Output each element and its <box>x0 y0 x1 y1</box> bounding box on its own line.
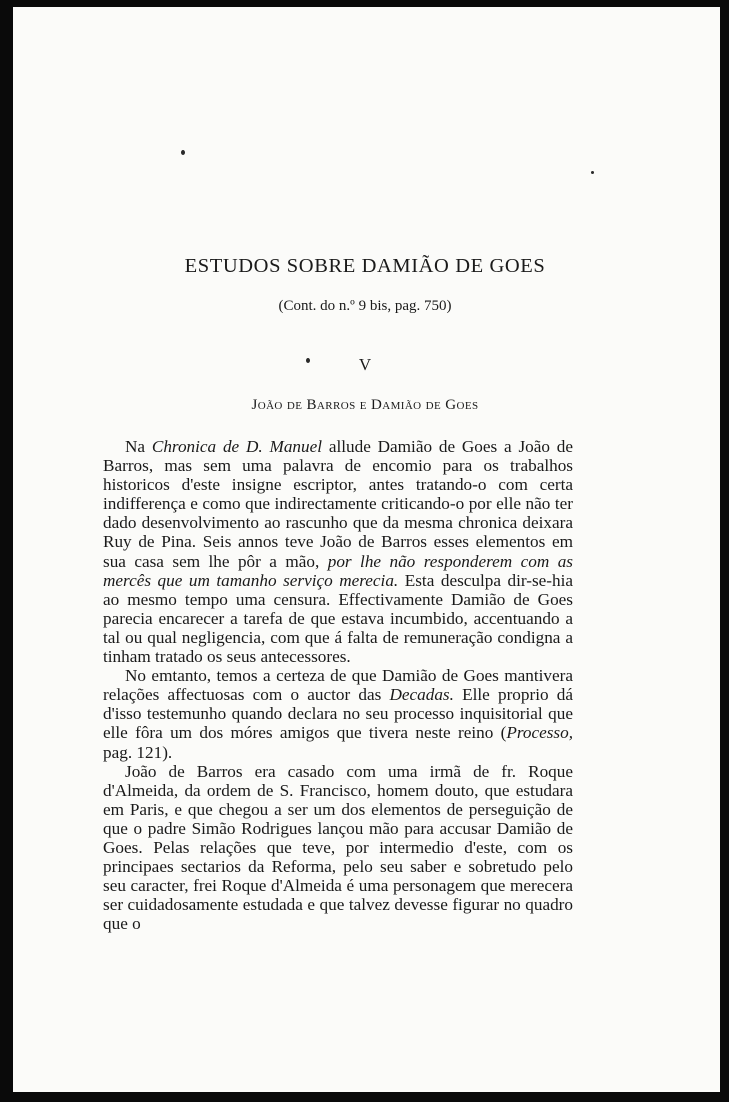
text-run: No emtanto, temos a certeza de que Damião de Goes mantivera relações affectuosas com o auctor das <box>103 666 573 705</box>
section-title: João de Barros e Damião de Goes <box>251 397 479 413</box>
paragraph-3 <box>103 762 573 934</box>
text-run: allude Damião de Goes a João de Barros, mas sem uma palavra de encomio para os trabalhos historicos d'este insigne escriptor, antes tratando-o com certa indifferença e como que indirectamente criticando-o por elle não ter dado desenvolvimento ao rascunho que da mesma chronica deixara Ruy de Pina. Seis annos teve João de Barros esses elementos em sua casa sem lhe pôr a mão, <box>103 437 573 571</box>
text-run: João de Barros era casado com uma irmã de fr. Roque d'Almeida, da ordem de S. Francisco, homem douto, que estudara em Paris, e que chegou a ser um dos elementos de perseguição de que o padre Simão Rodrigues lançou mão para accusar Damião de Goes. Pelas relações que teve, por intermedio d'este, com os principaes sectarios da Reforma, pelo seu saber e sobretudo pelo seu caracter, frei Roque d'Almeida é uma personagem que merecera ser cuidadosamente estudada e que talvez devesse figurar no quadro que o <box>103 761 573 934</box>
text-run-italic: Decadas. <box>389 685 454 705</box>
ink-speck <box>181 150 185 155</box>
text-run: pag. 121). <box>103 742 173 762</box>
text-run-italic: por lhe não responderem com as mercês que um tamanho serviço merecia. <box>103 551 573 590</box>
text-run: Na <box>125 437 152 456</box>
article-title: ESTUDOS SOBRE DAMIÃO DE GOES <box>184 255 546 277</box>
continuation-text: (Cont. do n.º 9 bis, pag. 750) <box>278 298 452 314</box>
text-run-italic: Chronica de D. Manuel <box>151 437 323 456</box>
paragraph-1 <box>103 437 573 666</box>
chapter-numeral: V <box>358 355 372 374</box>
text-run-italic: Processo, <box>506 723 573 743</box>
ink-speck <box>591 171 594 174</box>
paragraph-2 <box>103 666 573 761</box>
body-text <box>103 437 573 933</box>
text-run: Elle proprio dá d'isso testemunho quando declara no seu processo inquisitorial que elle fôra um dos móres amigos que tivera neste reino ( <box>103 685 573 743</box>
text-run: Esta desculpa dir-se-hia ao mesmo tempo uma censura. Effectivamente Damião de Goes parecia encarecer a tarefa de que estava incumbido, accentuando a tal ou qual negligencia, com que á falta de remuneração condigna a tinham tratado os seus antecessores. <box>103 570 574 667</box>
ink-speck <box>306 358 310 363</box>
continuation-note <box>130 298 600 315</box>
